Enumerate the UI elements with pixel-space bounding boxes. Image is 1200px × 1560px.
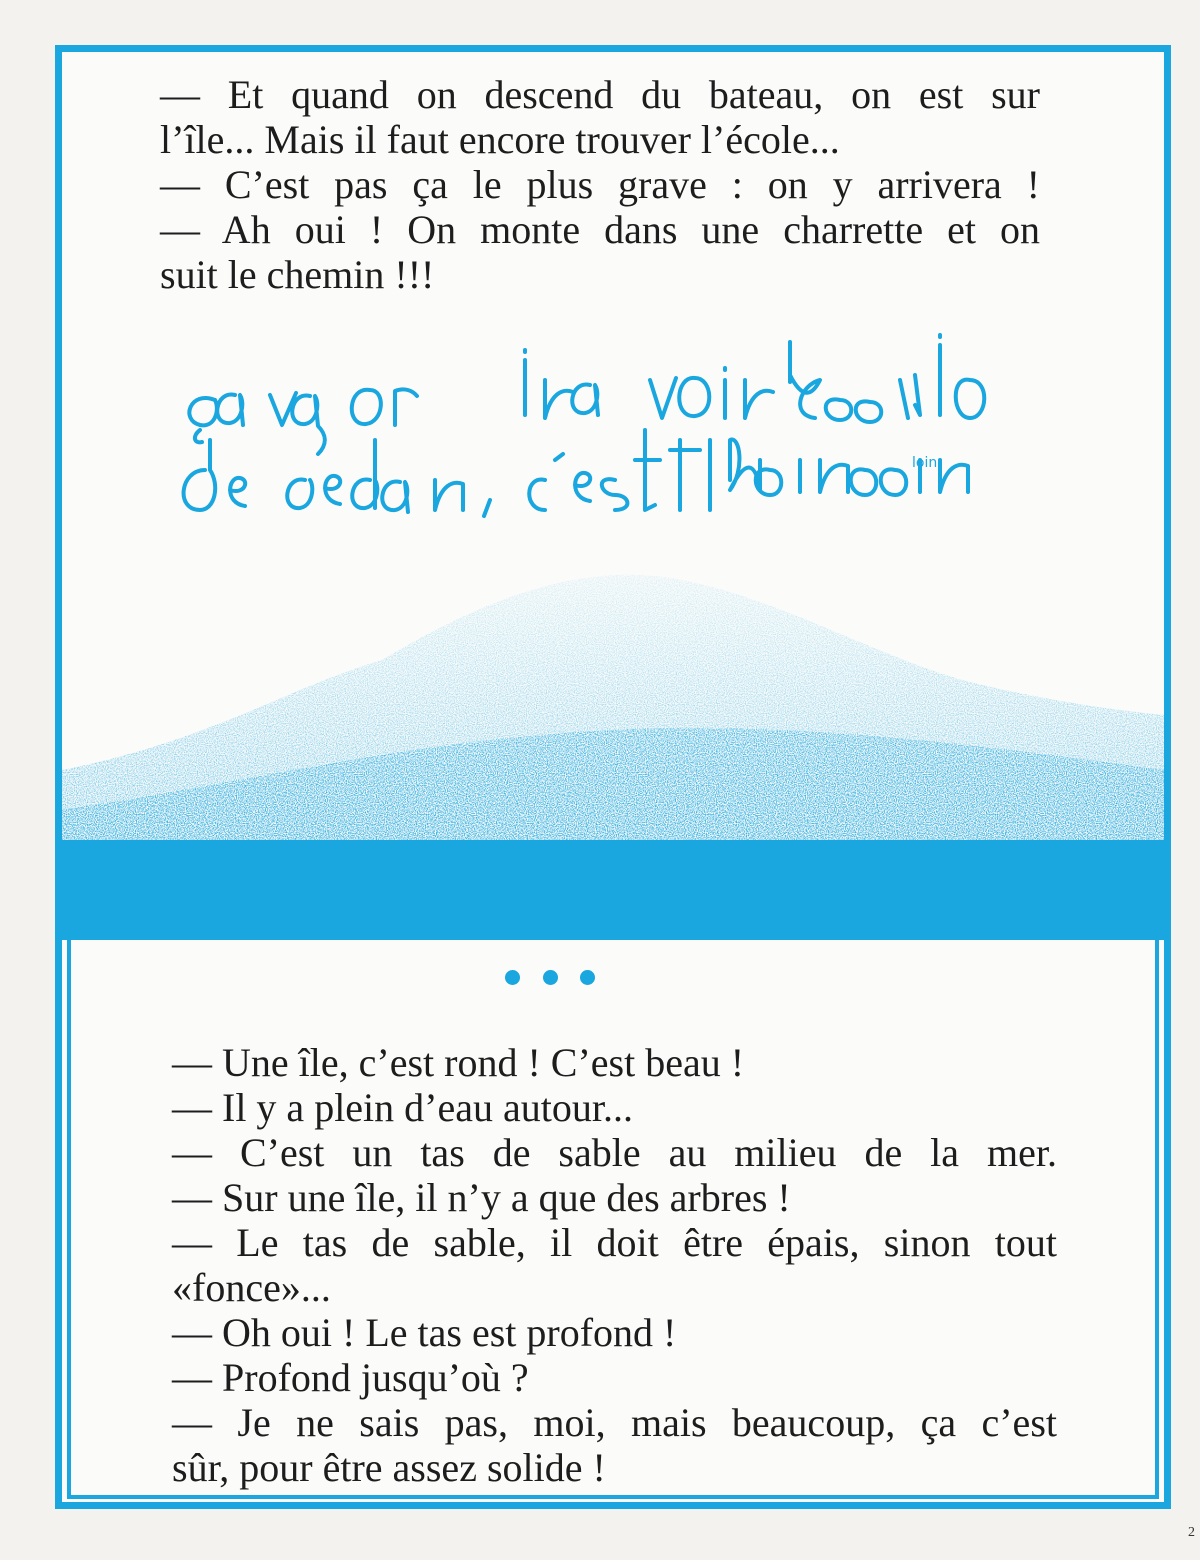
top-dialogue [160, 72, 1040, 297]
dialogue-line: — Il y a plein d’eau autour... [172, 1085, 633, 1130]
dialogue-line: — Une île, c’est rond ! C’est beau ! [172, 1040, 745, 1085]
dialogue-line: — Ah oui ! On monte dans une charrette et on [160, 207, 1040, 252]
dialogue-line: — Profond jusqu’où ? [172, 1355, 529, 1400]
dialogue-line: — C’est pas ça le plus grave : on y arrivera ! [160, 162, 1040, 207]
dialogue-line: — Oh oui ! Le tas est profond ! [172, 1310, 677, 1355]
dialogue-line: — C’est un tas de sable au milieu de la mer. [172, 1130, 1057, 1175]
blue-spray-illustration [62, 540, 1165, 940]
bottom-dialogue [172, 1040, 1057, 1490]
three-dots-separator [505, 970, 595, 988]
handwriting-scribble [170, 320, 1070, 540]
dialogue-line: suit le chemin !!! [160, 252, 435, 297]
dot-icon [543, 970, 558, 985]
page-number: 2 [1188, 1525, 1195, 1540]
dot-icon [580, 970, 595, 985]
dot-icon [505, 970, 520, 985]
dialogue-line: — Le tas de sable, il doit être épais, sinon tout [172, 1220, 1057, 1265]
dialogue-line: — Et quand on descend du bateau, on est sur [160, 72, 1040, 117]
handwritten-small-word: loin. [912, 455, 942, 471]
dialogue-line: — Je ne sais pas, moi, mais beaucoup, ça c’est [172, 1400, 1057, 1445]
handwritten-note [170, 320, 1070, 540]
dialogue-line: l’île... Mais il faut encore trouver l’école... [160, 117, 840, 162]
dialogue-line: — Sur une île, il n’y a que des arbres ! [172, 1175, 791, 1220]
dialogue-line: «fonce»... [172, 1265, 331, 1310]
dialogue-line: sûr, pour être assez solide ! [172, 1445, 606, 1490]
